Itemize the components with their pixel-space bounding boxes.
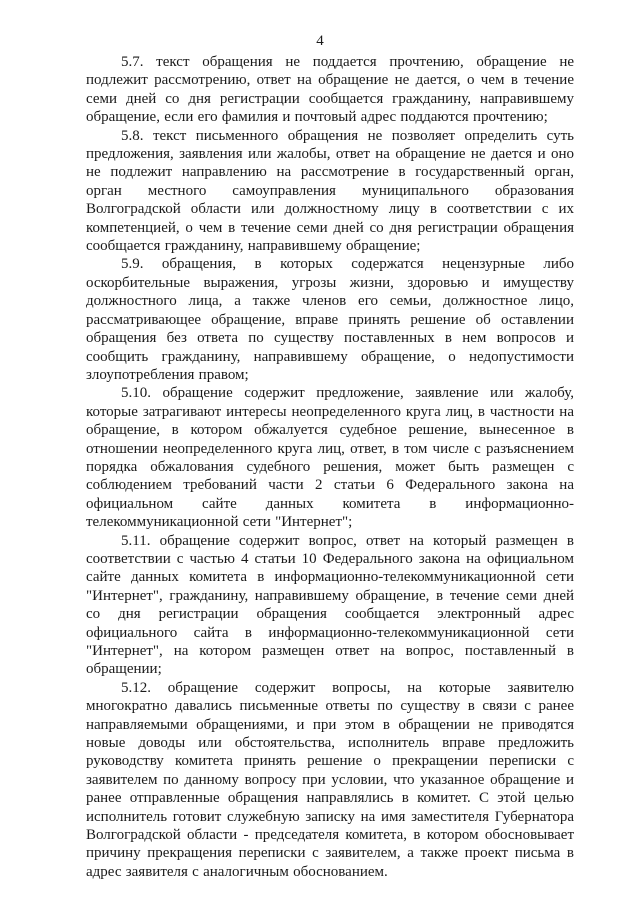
paragraph-5-10: 5.10. обращение содержит предложение, заявление или жалобу, которые затрагивают интересы неопределенного круга лиц, в частности на обращение, в котором обжалуется судебное решение, вынесенное в отношении неопределенного круга лиц, ответ, в том числе с разъяснением порядка обжалования судебного решения, может быть размещен с соблюдением требований части 2 статьи 6 Федерального закона на официальном сайте данных комитета в информационно-телекоммуникационной сети "Интернет";	[86, 385, 574, 531]
document-body	[86, 53, 574, 881]
paragraph-5-11: 5.11. обращение содержит вопрос, ответ на который размещен в соответствии с частью 4 статьи 10 Федерального закона на официальном сайте данных комитета в информационно-телекоммуникационной сети "Интернет", гражданину, направившему обращение, в течение семи дней со дня регистрации обращения сообщается электронный адрес официального сайта в информационно-телекоммуникационной сети "Интернет", на котором размещен ответ на вопрос, поставленный в обращении;	[86, 532, 574, 678]
paragraph-5-12: 5.12. обращение содержит вопросы, на которые заявителю многократно давались письменные ответы по существу в связи с ранее направляемыми обращениями, и при этом в обращении не приводятся новые доводы или обстоятельства, исполнитель вправе предложить руководству комитета принять решение о прекращении переписки с заявителем по данному вопросу при условии, что указанное обращение и ранее отправленные обращения направлялись в комитет. С этой целью исполнитель готовит служебную записку на имя заместителя Губернатора Волгоградской области - председателя комитета, в котором обосновывает причину прекращения переписки с заявителем, а также проект письма в адрес заявителя с аналогичным обоснованием.	[86, 679, 574, 880]
paragraph-5-7: 5.7. текст обращения не поддается прочтению, обращение не подлежит рассмотрению, ответ на обращение не дается, о чем в течение семи дней со дня регистрации сообщается гражданину, направившему обращение, если его фамилия и почтовый адрес поддаются прочтению;	[86, 54, 574, 126]
page-number: 4	[316, 33, 324, 49]
paragraph-5-8: 5.8. текст письменного обращения не позволяет определить суть предложения, заявления или жалобы, ответ на обращение не дается и оно не подлежит направлению на рассмотрение в государственный орган, орган местного самоуправления муниципального образования Волгоградской области или должностному лицу в соответствии с их компетенцией, о чем в течение семи дней со дня регистрации обращения сообщается гражданину, направившему обращение;	[86, 127, 574, 255]
paragraph-5-9: 5.9. обращения, в которых содержатся нецензурные либо оскорбительные выражения, угрозы жизни, здоровью и имуществу должностного лица, а также членов его семьи, должностное лицо, рассматривающее обращение, вправе принять решение об оставлении обращения без ответа по существу поставленных в нем вопросов и сообщить гражданину, направившему обращение, о недопустимости злоупотребления правом;	[86, 256, 574, 383]
